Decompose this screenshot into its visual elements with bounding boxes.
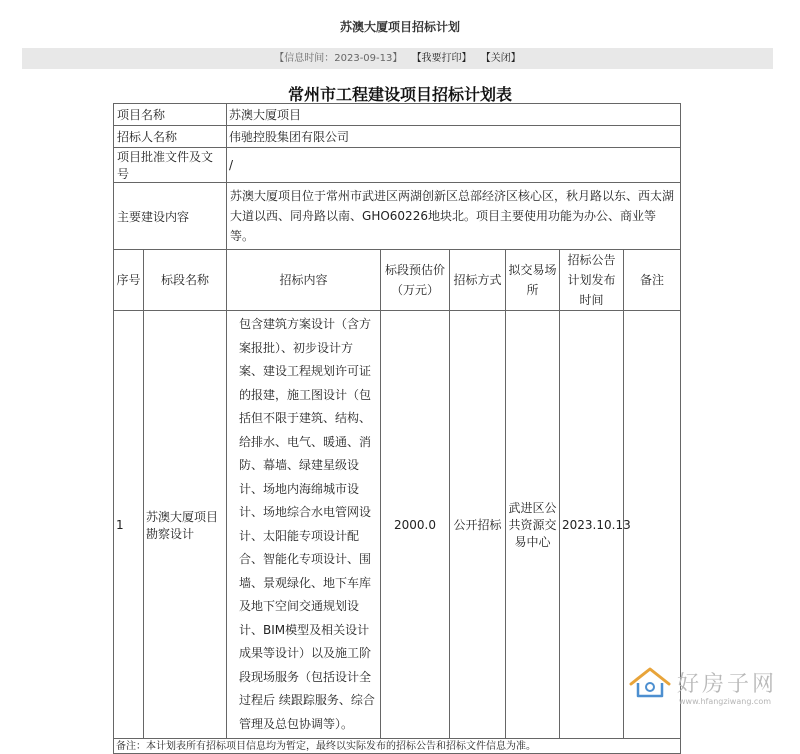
page-title: 苏澳大厦项目招标计划: [339, 20, 460, 34]
house-logo-icon: [627, 665, 673, 701]
info-date: 【信息时间：2023-09-13】: [274, 53, 403, 64]
approval-value: /: [227, 148, 681, 183]
header-method: 招标方式: [450, 250, 506, 311]
row-venue: 武进区公共资源交易中心: [506, 311, 560, 739]
header-remark: 备注: [624, 250, 681, 311]
content-value: 苏澳大厦项目位于常州市武进区两湖创新区总部经济区核心区，秋月路以东、西太湖大道以西、同舟路以南、GHO60226地块北。项目主要使用功能为办公、商业等等。: [227, 183, 681, 250]
tenderer-row: [114, 126, 681, 148]
row-scope: 包含建筑方案设计（含方案报批）、初步设计方案、建设工程规划许可证的报建，施工图设计（包括但不限于建筑、结构、给排水、电气、暖通、消防、幕墙、绿建星级设计、场地内海绵城市设计、场地综合水电管网设计、太阳能专项设计配合、智能化专项设计、围墙、景观绿化、地下车库及地下空间交通规划设计、BIM模型及相关设计成果等设计）以及施工阶段现场服务（包括设计全过程后 续跟踪服务、综合管理及总包协调等）。: [227, 311, 381, 739]
project-name-label: 项目名称: [114, 104, 227, 126]
watermark: [627, 663, 797, 711]
header-price: 标段预估价（万元）: [381, 250, 450, 311]
info-bar: [22, 48, 773, 69]
note-row: [114, 739, 681, 754]
header-scope: 招标内容: [227, 250, 381, 311]
close-link[interactable]: 【关闭】: [480, 53, 521, 64]
project-name-value: 苏澳大厦项目: [227, 104, 681, 126]
tenderer-value: 伟驰控股集团有限公司: [227, 126, 681, 148]
project-name-row: [114, 104, 681, 126]
row-price: 2000.0: [381, 311, 450, 739]
header-seq: 序号: [114, 250, 144, 311]
row-publish-time: 2023.10.13: [560, 311, 624, 739]
approval-label: 项目批准文件及文号: [114, 148, 227, 183]
table-note: 备注：本计划表所有招标项目信息均为暂定，最终以实际发布的招标公告和招标文件信息为准。: [114, 739, 681, 754]
approval-row: [114, 148, 681, 183]
column-header-row: [114, 250, 681, 311]
header-publish-time: 招标公告计划发布时间: [560, 250, 624, 311]
watermark-brand: 好房子网: [677, 672, 778, 697]
content-label: 主要建设内容: [114, 183, 227, 250]
content-row: [114, 183, 681, 250]
watermark-url: www.hfangziwang.com: [679, 697, 772, 706]
table-row: [114, 311, 681, 739]
header-venue: 拟交易场所: [506, 250, 560, 311]
row-seq: 1: [114, 311, 144, 739]
row-section: 苏澳大厦项目勘察设计: [144, 311, 227, 739]
table-title: 常州市工程建设项目招标计划表: [287, 85, 512, 104]
tenderer-label: 招标人名称: [114, 126, 227, 148]
header-section: 标段名称: [144, 250, 227, 311]
tender-plan-table: [113, 103, 681, 754]
row-method: 公开招标: [450, 311, 506, 739]
print-link[interactable]: 【我要打印】: [411, 53, 472, 64]
